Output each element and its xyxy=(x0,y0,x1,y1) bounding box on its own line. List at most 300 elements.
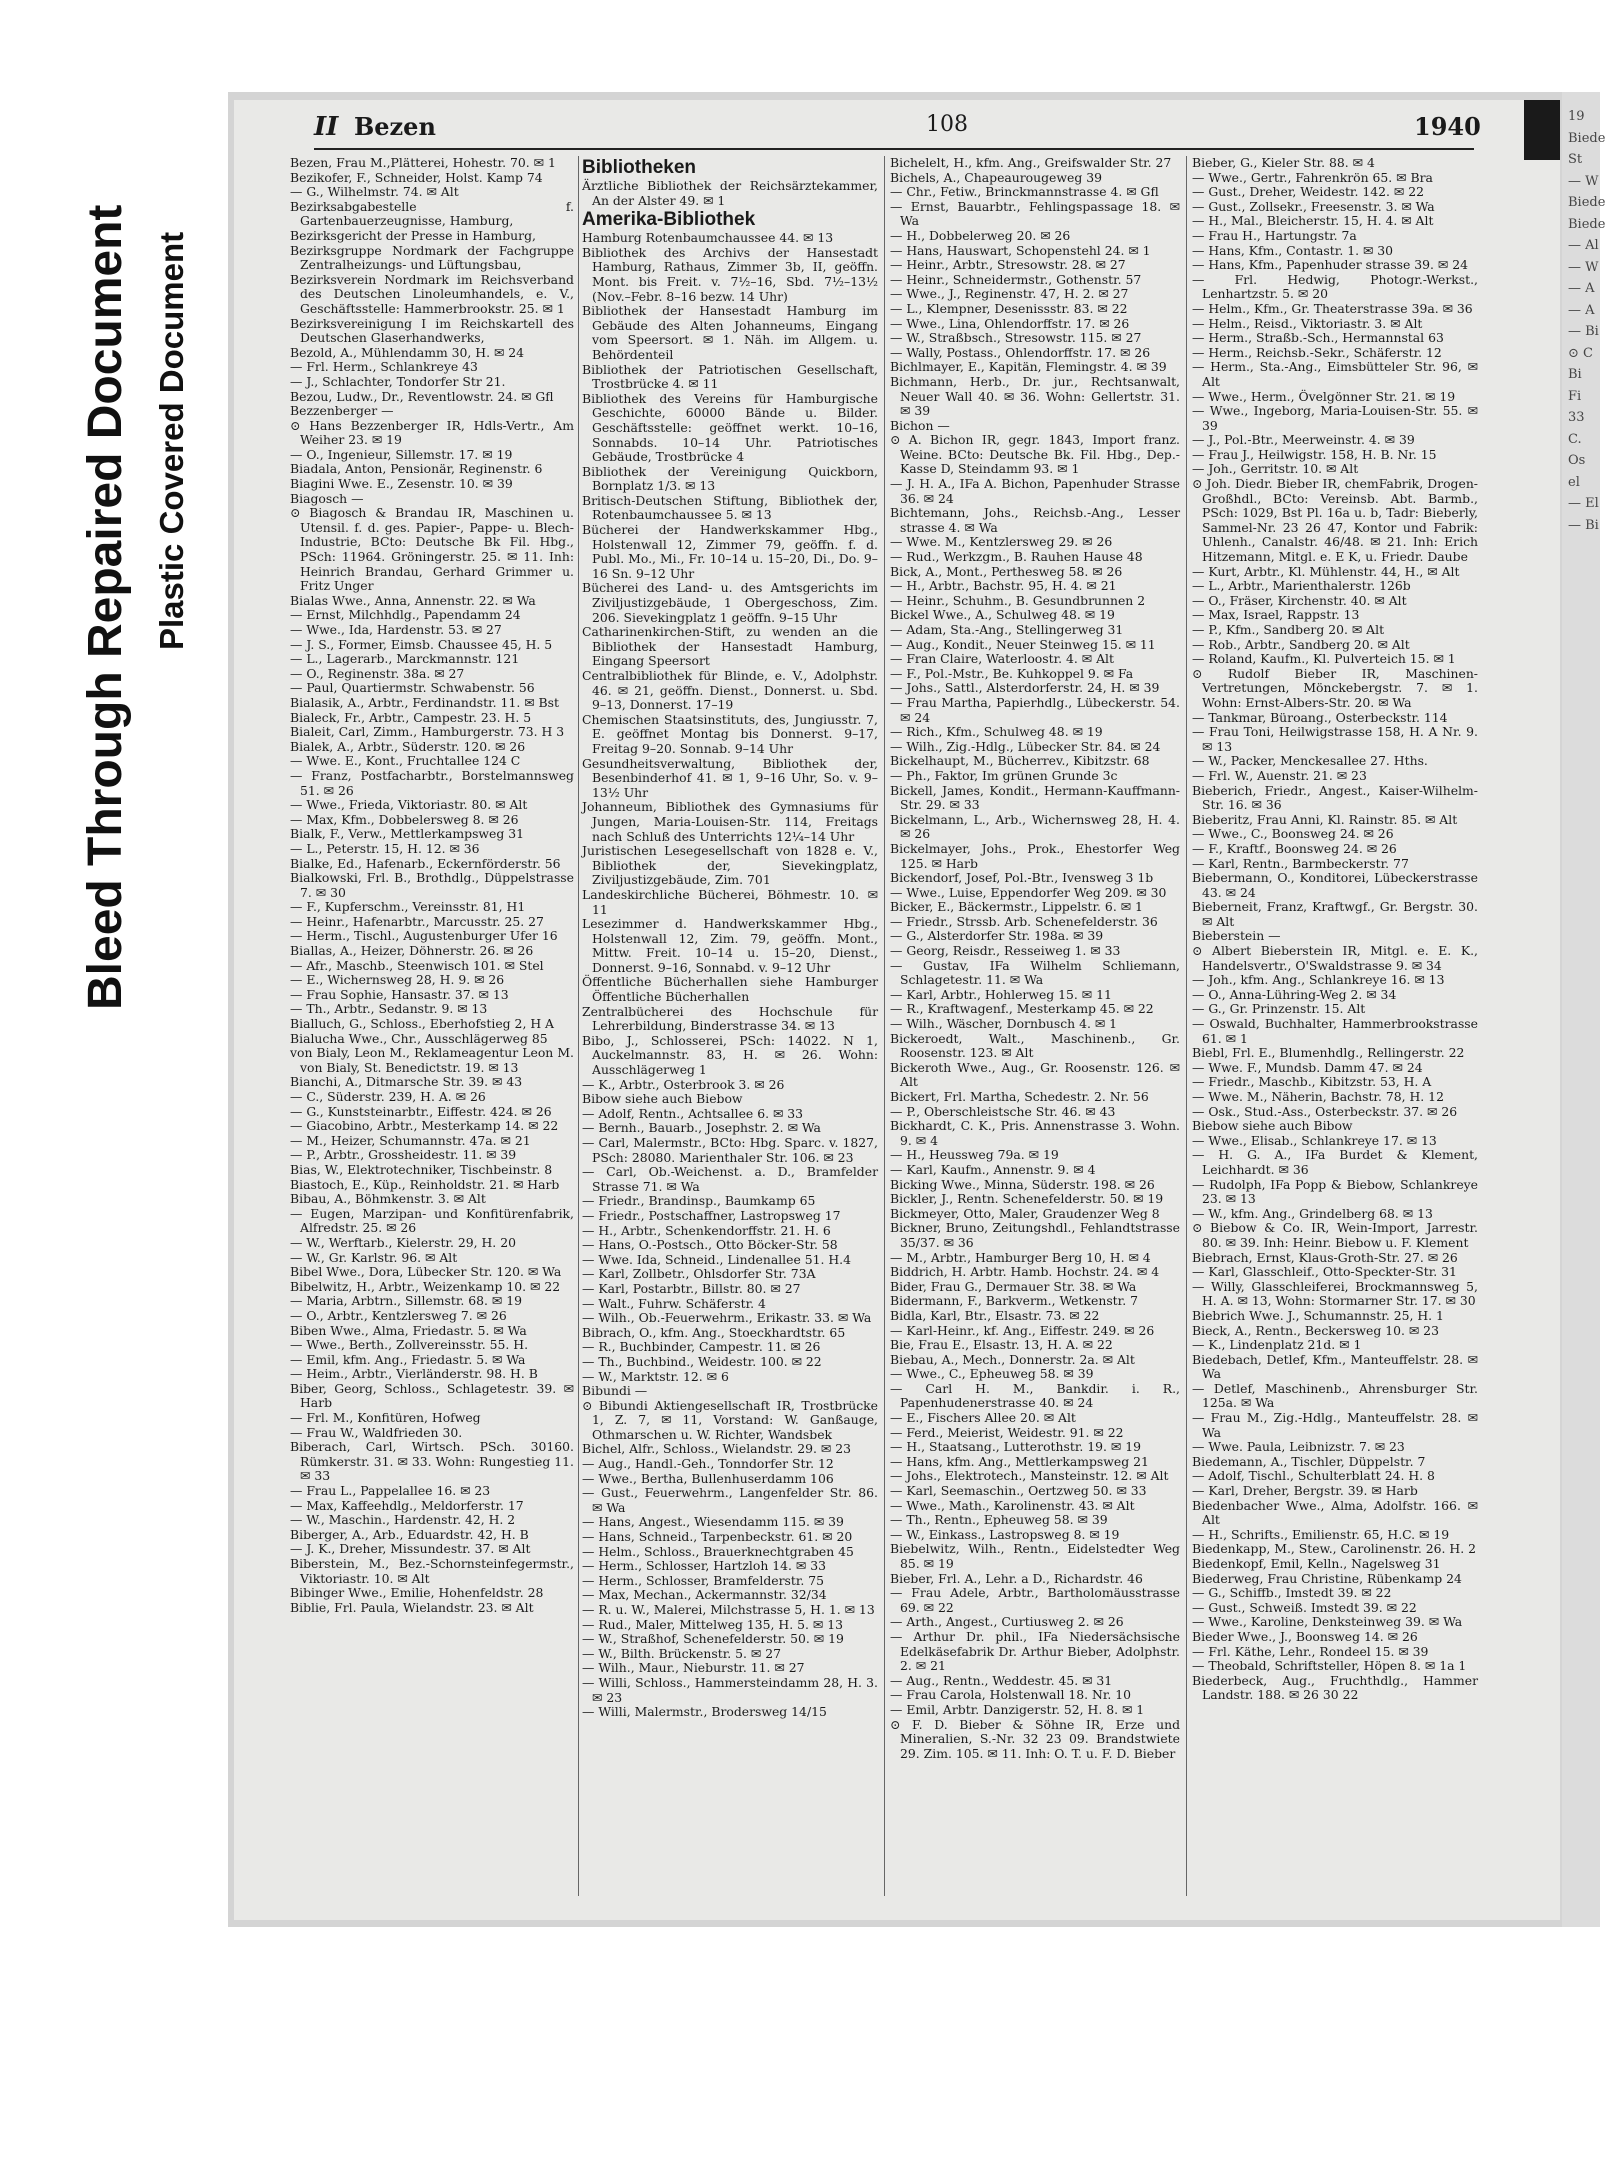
column-3 xyxy=(890,156,1180,1906)
directory-entry: Biedenkopf, Emil, Kelln., Nagelsweg 31 xyxy=(1192,1556,1441,1571)
next-page-fragment-line: Biede xyxy=(1568,216,1605,232)
directory-entry: — Ernst, Bauarbtr., Fehlingspassage 18. ✉ Wa xyxy=(890,198,1180,229)
directory-entry: Bibelwitz, H., Arbtr., Weizenkamp 10. ✉ 22 xyxy=(290,1278,561,1294)
directory-entry: — Emil, kfm. Ang., Friedastr. 5. ✉ Wa xyxy=(290,1351,526,1367)
directory-entry: — Rud., Maler, Mittelweg 135, H. 5. ✉ 13 xyxy=(582,1616,843,1632)
directory-entry: Öffentliche Bücherhallen siehe Hamburger Öffentliche Bücherhallen xyxy=(582,974,878,1005)
directory-entry: Bialluch, G., Schloss., Eberhofstieg 2, H A xyxy=(290,1016,555,1032)
directory-entry: Britisch-Deutschen Stiftung, Bibliothek der, Rotenbaumchaussee 5. ✉ 13 xyxy=(582,492,878,523)
directory-entry: — Wwe., J., Reginenstr. 47, H. 2. ✉ 27 xyxy=(890,286,1129,302)
directory-entry: Bibo, J., Schlosserei, PSch: 14022. N 1, Auckelmannstr. 83, H. ✉ 26. Wohn: Ausschlägerweg 1 xyxy=(582,1032,878,1078)
directory-entry: — Karl, Dreher, Bergstr. 39. ✉ Harb xyxy=(1192,1483,1418,1499)
directory-entry: — H., Dobbelerweg 20. ✉ 26 xyxy=(890,227,1071,243)
directory-entry: — Herm., Schlosser, Bramfelderstr. 75 xyxy=(582,1572,825,1588)
directory-entry: Bianchi, A., Ditmarsche Str. 39. ✉ 43 xyxy=(290,1074,523,1090)
directory-entry: Bibliothek des Archivs der Hansestadt Hamburg, Rathaus, Zimmer 3b, II, geöffn. Mont. bis Freit. v. 7½–16, Sbd. 7½–13½ (Nov.–Febr. 8–16 bezw. 14 Uhr) xyxy=(582,244,878,304)
directory-entry: Landeskirchliche Bücherei, Böhmestr. 10. ✉ 11 xyxy=(582,886,878,917)
column-4 xyxy=(1192,156,1478,1906)
directory-entry: — Karl, Rentn., Barmbeckerstr. 77 xyxy=(1192,855,1409,871)
directory-entry: Bezou, Ludw., Dr., Reventlowstr. 24. ✉ Gfl xyxy=(290,388,554,404)
directory-entry: — J. K., Dreher, Missundestr. 37. ✉ Alt xyxy=(290,1541,531,1557)
directory-entry: — Joh., kfm. Ang., Schlankreye 16. ✉ 13 xyxy=(1192,972,1445,988)
directory-entry: — Frau Sophie, Hansastr. 37. ✉ 13 xyxy=(290,986,509,1002)
directory-entry: — Rich., Kfm., Schulweg 48. ✉ 19 xyxy=(890,724,1103,740)
directory-entry: ⊙ F. D. Bieber & Söhne IR, Erze und Mineralien, S.-Nr. 32 23 09. Brandstwiete 29. Zim. 105. ✉ 11. Inh: O. T. u. F. D. Bieber xyxy=(890,1716,1180,1761)
directory-entry: Bezen, Frau M.,Plätterei, Hohestr. 70. ✉ 1 xyxy=(290,155,556,170)
directory-entry: — Gust., Dreher, Weidestr. 142. ✉ 22 xyxy=(1192,184,1424,200)
directory-entry: Gesundheitsverwaltung, Bibliothek der, Besenbinderhof 41. ✉ 1, 9–16 Uhr, So. v. 9–13½ Uhr xyxy=(582,755,878,800)
directory-entry: — Wwe., Herm., Övelgönner Str. 21. ✉ 19 xyxy=(1192,388,1456,404)
directory-entry: — K., Arbtr., Osterbrook 3. ✉ 26 xyxy=(582,1076,785,1092)
directory-entry: Bichmann, Herb., Dr. jur., Rechtsanwalt, Neuer Wall 40. ✉ 36. Wohn: Gellertstr. 31. ✉ 39 xyxy=(890,373,1180,419)
directory-entry: — F., Pol.-Mstr., Be. Kuhkoppel 9. ✉ Fa xyxy=(890,665,1134,681)
directory-entry: — Frl. Herm., Schlankreye 43 xyxy=(290,359,478,375)
directory-entry: — Aug., Handl.-Geh., Tonndorfer Str. 12 xyxy=(582,1456,834,1472)
directory-entry: — Frau Toni, Heilwigstrasse 158, H. A Nr. 9. ✉ 13 xyxy=(1192,724,1478,754)
directory-entry: — Frl. M., Konfitüren, Hofweg xyxy=(290,1410,481,1426)
directory-entry: — Heinr., Arbtr., Stresowstr. 28. ✉ 27 xyxy=(890,257,1126,273)
directory-entry: Bickelhaupt, M., Bücherrev., Kibitzstr. 68 xyxy=(890,753,1150,769)
directory-entry: — G., Schiffb., Imstedt 39. ✉ 22 xyxy=(1192,1585,1392,1601)
page-header xyxy=(314,110,1481,150)
directory-entry: ⊙ Biebow & Co. IR, Wein-Import, Jarrestr. 80. ✉ 39. Inh: Heinr. Biebow u. F. Klement xyxy=(1192,1220,1478,1250)
directory-entry: — O., Anna-Lühring-Weg 2. ✉ 34 xyxy=(1192,986,1397,1002)
directory-entry: — Karl, Seemaschin., Oertzweg 50. ✉ 33 xyxy=(890,1483,1147,1499)
directory-entry: Biberstein, M., Bez.-Schornsteinfegermstr., Viktoriastr. 10. ✉ Alt xyxy=(290,1556,574,1586)
directory-entry: — M., Heizer, Schumannstr. 47a. ✉ 21 xyxy=(290,1132,531,1148)
directory-entry: — Herm., Sta.-Ang., Eimsbütteler Str. 96, ✉ Alt xyxy=(1192,359,1478,389)
directory-entry: — Carl, Malermstr., BCto: Hbg. Sparc. v. 1827, PSch: 28080. Marienthaler Str. 106. ✉ 23 xyxy=(582,1135,878,1165)
directory-entry: — Willi, Malermstr., Brodersweg 14/15 xyxy=(582,1704,827,1720)
directory-entry: Bibliothek der Vereinigung Quickborn, Bornplatz 1/3. ✉ 13 xyxy=(582,463,878,494)
directory-entry: — O., Reginenstr. 38a. ✉ 27 xyxy=(290,665,465,681)
directory-entry: — Fran Claire, Waterloostr. 4. ✉ Alt xyxy=(890,651,1114,667)
directory-entry: Bichtemann, Johs., Reichsb.-Ang., Lesser strasse 4. ✉ Wa xyxy=(890,505,1180,535)
directory-entry: — W., Marktstr. 12. ✉ 6 xyxy=(582,1368,729,1384)
directory-entry: Bichel, Alfr., Schloss., Wielandstr. 29. ✉ 23 xyxy=(582,1441,851,1457)
directory-entry: Biebl, Frl. E., Blumenhdlg., Rellingerstr. 22 xyxy=(1192,1045,1465,1061)
directory-entry: — Rud., Werkzgm., B. Rauhen Hause 48 xyxy=(890,549,1143,565)
directory-entry: Bialk, F., Verw., Mettlerkampsweg 31 xyxy=(290,826,525,842)
directory-entry: — Joh., Gerritstr. 10. ✉ Alt xyxy=(1192,461,1359,477)
directory-entry: — Franz, Postfacharbtr., Borstelmannsweg 51. ✉ 26 xyxy=(290,767,574,798)
directory-entry: — H., Arbtr., Bachstr. 95, H. 4. ✉ 21 xyxy=(890,578,1117,594)
directory-entry: — F., Kupferschm., Vereinsstr. 81, H1 xyxy=(290,899,526,915)
directory-entry: Biebau, A., Mech., Donnerstr. 2a. ✉ Alt xyxy=(890,1351,1135,1367)
directory-entry: ⊙ A. Bichon IR, gegr. 1843, Import franz. Weine. BCto: Deutsche Bk. Fil. Hbg., Dep.-Kasse D, Steindamm 93. ✉ 1 xyxy=(890,432,1180,477)
directory-entry: Bibliotheken xyxy=(582,157,697,178)
directory-entry: Bickelmann, L., Arb., Wichernsweg 28, H. 4. ✉ 26 xyxy=(890,811,1180,842)
directory-entry: — Wwe., Lina, Ohlendorffstr. 17. ✉ 26 xyxy=(890,315,1130,331)
directory-entry: Biebow siehe auch Bibow xyxy=(1192,1118,1353,1134)
directory-entry: — Karl, Postarbtr., Billstr. 80. ✉ 27 xyxy=(582,1280,801,1296)
directory-entry: — Ferd., Meierist, Weidestr. 91. ✉ 22 xyxy=(890,1424,1124,1440)
directory-entry: — H., Arbtr., Schenkendorffstr. 21. H. 6 xyxy=(582,1222,831,1238)
directory-entry: Bibliothek des Vereins für Hamburgische Geschichte, 60000 Bände u. Bilder. Geschäftsstelle: geöffnet werkt. 10–16, Sonnabds. 10–14 Uhr. Patriotisches Gebäude, Trostbrücke 4 xyxy=(582,390,878,465)
edition-year: 1940 xyxy=(1414,112,1481,141)
directory-entry: Bias, W., Elektrotechniker, Tischbeinstr. 8 xyxy=(290,1161,553,1177)
directory-entry: Lesezimmer d. Handwerkskammer Hbg., Holstenwall 12, Zim. 79, geöffn. Mont., Mittw. Freit. 10–14 u. 15–20, Dienst., Donnerst. 9–16, Sonnabd. v. 9–12 Uhr xyxy=(582,916,878,975)
directory-entry: — Frau J., Heilwigstr. 158, H. B. Nr. 15 xyxy=(1192,446,1437,462)
directory-entry: — Friedr., Maschb., Kibitzstr. 53, H. A xyxy=(1192,1074,1432,1090)
directory-entry: Bibliothek der Hansestadt Hamburg im Gebäude des Alten Johanneums, Eingang vom Speersort. ✉ 1. Näh. im Allgem. u. Behördenteil xyxy=(582,303,878,362)
directory-entry: — Paul, Quartiermstr. Schwabenstr. 56 xyxy=(290,680,535,696)
directory-entry: Bidermann, F., Barkverm., Wetkenstr. 7 xyxy=(890,1293,1138,1309)
directory-entry: — Helm., Kfm., Gr. Theaterstrasse 39a. ✉ 36 xyxy=(1192,300,1473,316)
directory-entry: — Frau W., Waldfrieden 30. xyxy=(290,1424,463,1440)
directory-entry: — O., Arbtr., Kentzlersweg 7. ✉ 26 xyxy=(290,1307,507,1323)
directory-entry: Amerika-Bibliothek xyxy=(582,209,756,231)
directory-entry: Bibow siehe auch Biebow xyxy=(582,1091,743,1107)
directory-entry: Bibau, A., Böhmkenstr. 3. ✉ Alt xyxy=(290,1191,486,1207)
stamp-line-2: Plastic Covered Document xyxy=(153,231,190,650)
directory-entry: — Wally, Postass., Ohlendorffstr. 17. ✉ 26 xyxy=(890,344,1151,360)
directory-entry: — Wwe., Elisab., Schlankreye 17. ✉ 13 xyxy=(1192,1132,1437,1148)
directory-entry: Biebermann, O., Konditorei, Lübeckerstrasse 43. ✉ 24 xyxy=(1192,870,1478,900)
directory-entry: Bieck, A., Rentn., Beckersweg 10. ✉ 23 xyxy=(1192,1322,1439,1338)
directory-entry: Bickert, Frl. Martha, Schedestr. 2. Nr. 56 xyxy=(890,1089,1149,1104)
directory-entry: Bieber, Frl. A., Lehr. a D., Richardstr. 46 xyxy=(890,1570,1143,1586)
directory-entry: Bialucha Wwe., Chr., Ausschlägerweg 85 xyxy=(290,1030,548,1046)
section-number: II xyxy=(314,112,339,142)
directory-entry: — G., Alsterdorfer Str. 198a. ✉ 39 xyxy=(890,928,1104,944)
directory-entry: — Frau Carola, Holstenwall 18. Nr. 10 xyxy=(890,1687,1132,1703)
directory-entry: — Frl. W., Auenstr. 21. ✉ 23 xyxy=(1192,767,1367,783)
directory-entry: — Aug., Kondit., Neuer Steinweg 15. ✉ 11 xyxy=(890,636,1156,652)
directory-entry: — Kurt, Arbtr., Kl. Mühlenstr. 44, H., ✉ Alt xyxy=(1192,563,1460,579)
directory-entry: — W., Maschin., Hardenstr. 42, H. 2 xyxy=(290,1512,516,1528)
directory-entry: — H., Mal., Bleicherstr. 15, H. 4. ✉ Alt xyxy=(1192,213,1434,229)
directory-entry: von Bialy, Leon M., Reklameagentur Leon M. von Bialy, St. Benedictstr. 19. ✉ 13 xyxy=(290,1045,574,1075)
directory-entry: — Th., Arbtr., Sedanstr. 9. ✉ 13 xyxy=(290,1001,488,1017)
directory-entry: — H., Heussweg 79a. ✉ 19 xyxy=(890,1147,1059,1163)
directory-entry: Bickeroth Wwe., Aug., Gr. Roosenstr. 126. ✉ Alt xyxy=(890,1059,1180,1090)
directory-entry: — Roland, Kaufm., Kl. Pulverteich 15. ✉ 1 xyxy=(1192,651,1456,667)
directory-entry: — Adam, Sta.-Ang., Stellingerweg 31 xyxy=(890,622,1124,637)
directory-entry: Biagini Wwe. E., Zesenstr. 10. ✉ 39 xyxy=(290,476,513,492)
next-page-fragment-line: — Al xyxy=(1568,238,1599,253)
directory-entry: Ärztliche Bibliothek der Reichsärztekammer, An der Alster 49. ✉ 1 xyxy=(582,178,878,208)
next-page-fragment xyxy=(1568,106,1605,1906)
directory-entry: Biebelwitz, Wilh., Rentn., Eidelstedter Weg 85. ✉ 19 xyxy=(890,1541,1180,1571)
page-corner-shadow xyxy=(1524,100,1560,160)
directory-entry: — Carl, Ob.-Weichenst. a. D., Bramfelder Strasse 71. ✉ Wa xyxy=(582,1164,878,1194)
directory-entry: — J. S., Former, Eimsb. Chaussee 45, H. 5 xyxy=(290,636,553,652)
directory-entry: — Herm., Tischl., Augustenburger Ufer 16 xyxy=(290,928,558,944)
directory-entry: — Max, Mechan., Ackermannstr. 32/34 xyxy=(582,1587,827,1603)
directory-entry: Bezirksverein Nordmark im Reichsverband des Deutschen Linoleumhandels, e. V., Geschäftsstelle: Hammerbrookstr. 25. ✉ 1 xyxy=(290,271,574,316)
directory-entry: — Arthur Dr. phil., IFa Niedersächsische Edelkäsefabrik Dr. Arthur Bieber, Adolphstr. 2. ✉ 21 xyxy=(890,1628,1180,1674)
directory-entry: — Hans, kfm. Ang., Mettlerkampsweg 21 xyxy=(890,1453,1149,1469)
directory-entry: — Herm., Reichsb.-Sekr., Schäferstr. 12 xyxy=(1192,344,1442,360)
page-number: 108 xyxy=(926,112,968,137)
directory-entry: — Maria, Arbtrn., Sillemstr. 68. ✉ 19 xyxy=(290,1293,523,1309)
directory-entry: — Karl-Heinr., kf. Ang., Eiffestr. 249. ✉ 26 xyxy=(890,1322,1155,1338)
directory-entry: — W., Gr. Karlstr. 96. ✉ Alt xyxy=(290,1249,458,1265)
directory-page xyxy=(234,100,1560,1920)
directory-entry: — Th., Rentn., Epheuweg 58. ✉ 39 xyxy=(890,1512,1108,1528)
directory-entry: — Willy, Glasschleiferei, Brockmannsweg 5, H. A. ✉ 13, Wohn: Stormarner Str. 17. ✉ 30 xyxy=(1192,1278,1478,1309)
directory-entry: — Wwe., C., Epheuweg 58. ✉ 39 xyxy=(890,1366,1094,1382)
directory-entry: Bieberstein — xyxy=(1192,928,1281,944)
directory-entry: — Karl, Kaufm., Annenstr. 9. ✉ 4 xyxy=(890,1161,1096,1177)
directory-entry: — Aug., Rentn., Weddestr. 45. ✉ 31 xyxy=(890,1672,1113,1688)
directory-entry: — Frau Martha, Papierhdlg., Lübeckerstr. 54. ✉ 24 xyxy=(890,694,1180,725)
directory-entry: — Theobald, Schriftsteller, Höpen 8. ✉ 1a 1 xyxy=(1192,1658,1467,1674)
next-page-fragment-line: C. xyxy=(1568,431,1582,447)
directory-entry: Bidla, Karl, Btr., Elsastr. 73. ✉ 22 xyxy=(890,1307,1100,1323)
directory-entry: — Ernst, Milchhdlg., Papendamm 24 xyxy=(290,607,521,623)
directory-entry: Bezold, A., Mühlendamm 30, H. ✉ 24 xyxy=(290,344,525,360)
directory-entry: — L., Peterstr. 15, H. 12. ✉ 36 xyxy=(290,840,480,856)
directory-entry: — Willi, Schloss., Hammersteindamm 28, H. 3. ✉ 23 xyxy=(582,1674,878,1705)
directory-entry: Bialke, Ed., Hafenarb., Eckernförderstr. 56 xyxy=(290,855,561,871)
directory-entry: — Heinr., Schneidermstr., Gothenstr. 57 xyxy=(890,271,1142,287)
directory-entry: Bibliothek der Patriotischen Gesellschaft, Trostbrücke 4. ✉ 11 xyxy=(582,361,878,392)
directory-entry: — M., Arbtr., Hamburger Berg 10, H. ✉ 4 xyxy=(890,1249,1151,1265)
next-page-fragment-line: — W xyxy=(1568,259,1599,275)
directory-entry: — Adolf, Rentn., Achtsallee 6. ✉ 33 xyxy=(582,1105,804,1121)
directory-entry: — Oswald, Buchhalter, Hammerbrookstrasse 61. ✉ 1 xyxy=(1192,1016,1478,1046)
directory-entry: — Georg, Reisdr., Resseiweg 1. ✉ 33 xyxy=(890,943,1121,959)
directory-entry: — Herm., Schlosser, Hartzloh 14. ✉ 33 xyxy=(582,1558,826,1574)
directory-entry: Bibel Wwe., Dora, Lübecker Str. 120. ✉ Wa xyxy=(290,1264,562,1280)
directory-entry: — Carl H. M., Bankdir. i. R., Papenhudenerstrasse 40. ✉ 24 xyxy=(890,1380,1180,1411)
directory-entry: Biedebach, Detlef, Kfm., Manteuffelstr. 28. ✉ Wa xyxy=(1192,1351,1478,1382)
directory-entry: ⊙ Albert Bieberstein IR, Mitgl. e. E. K., Handelsvertr., O'Swaldstrasse 9. ✉ 34 xyxy=(1192,943,1478,973)
directory-entry: Bickelmayer, Johs., Prok., Ehestorfer Weg 125. ✉ Harb xyxy=(890,840,1180,871)
directory-entry: — Bernh., Bauarb., Josephstr. 2. ✉ Wa xyxy=(582,1120,821,1136)
next-page-fragment-line: Fi xyxy=(1568,388,1582,404)
next-page-fragment-line: — W xyxy=(1568,173,1599,189)
directory-entry: — Wwe., C., Boonsweg 24. ✉ 26 xyxy=(1192,826,1394,842)
directory-entry: — Karl, Glasschleif., Otto-Speckter-Str. 31 xyxy=(1192,1264,1457,1280)
directory-entry: — Johs., Sattl., Alsterdorferstr. 24, H. ✉ 39 xyxy=(890,680,1160,696)
directory-entry: Bibinger Wwe., Emilie, Hohenfeldstr. 28 xyxy=(290,1585,544,1601)
directory-entry: — Friedr., Postschaffner, Lastropsweg 17 xyxy=(582,1207,841,1223)
next-page-fragment-line: 19 xyxy=(1568,109,1585,124)
directory-entry: — Wwe., Berth., Zollvereinsstr. 55. H. xyxy=(290,1337,529,1353)
column-divider xyxy=(1186,156,1187,1896)
directory-entry: — L., Arbtr., Marienthalerstr. 126b xyxy=(1192,578,1411,594)
stamp-line-1: Bleed Through Repaired Document xyxy=(79,204,132,1010)
directory-entry: — Wwe. F., Mundsb. Damm 47. ✉ 24 xyxy=(1192,1059,1423,1075)
directory-entry: Biebrach, Ernst, Klaus-Groth-Str. 27. ✉ 26 xyxy=(1192,1249,1458,1265)
directory-entry: Centralbibliothek für Blinde, e. V., Adolphstr. 46. ✉ 21, geöffn. Dienst., Donnerst. u. Sbd. 9–13, Donnerst. 17–19 xyxy=(582,668,878,713)
directory-entry: Bichlmayer, E., Kapitän, Flemingstr. 4. ✉ 39 xyxy=(890,359,1167,375)
directory-entry: — Heinr., Schuhm., B. Gesundbrunnen 2 xyxy=(890,592,1146,608)
next-page-fragment-line: Os xyxy=(1568,453,1586,468)
directory-entry: Chemischen Staatsinstituts, des, Jungiusstr. 7, E. geöffnet Montag bis Donnerst. 9–17, Freitag 9–20. Sonnab. 9–14 Uhr xyxy=(582,711,878,756)
directory-entry: — Frl. Hedwig, Photogr.-Werkst., Lenhartzstr. 5. ✉ 20 xyxy=(1192,271,1478,302)
directory-entry: Bezirksgruppe Nordmark der Fachgruppe Zentralheizungs- und Lüftungsbau, xyxy=(290,242,574,273)
directory-entry: Bicking Wwe., Minna, Süderstr. 198. ✉ 26 xyxy=(890,1176,1155,1192)
directory-entry: — G., Gr. Prinzenstr. 15. Alt xyxy=(1192,1001,1366,1017)
column-divider xyxy=(884,156,885,1896)
directory-entry: — Hans, O.-Postsch., Otto Böcker-Str. 58 xyxy=(582,1237,838,1253)
directory-entry: — Wilh., Wäscher, Dornbusch 4. ✉ 1 xyxy=(890,1016,1118,1032)
directory-entry: — Frl. Käthe, Lehr., Rondeel 15. ✉ 39 xyxy=(1192,1643,1429,1659)
directory-entry: Bicker, E., Bäckermstr., Lippelstr. 6. ✉ 1 xyxy=(890,899,1143,915)
directory-entry: Biederbeck, Aug., Fruchthdlg., Hammer Landstr. 188. ✉ 26 30 22 xyxy=(1192,1672,1478,1703)
directory-entry: Johanneum, Bibliothek des Gymnasiums für Jungen, Maria-Louisen-Str. 114, Freitags nach Schluß des Unterrichts 12¼–14 Uhr xyxy=(582,799,878,844)
directory-entry: Bick, A., Mont., Perthesweg 58. ✉ 26 xyxy=(890,563,1123,579)
directory-entry: — L., Lagerarb., Marckmannstr. 121 xyxy=(290,651,520,667)
header-rule xyxy=(314,148,1474,150)
directory-entry: — R. u. W., Malerei, Milchstrasse 5, H. 1. ✉ 13 xyxy=(582,1602,875,1617)
directory-entry: — P., Kfm., Sandberg 20. ✉ Alt xyxy=(1192,622,1385,637)
directory-entry: — Rudolph, IFa Popp & Biebow, Schlankreye 23. ✉ 13 xyxy=(1192,1176,1478,1207)
column-divider xyxy=(578,156,579,1896)
directory-entry: — Gust., Feuerwehrm., Langenfelder Str. 86. ✉ Wa xyxy=(582,1485,878,1515)
next-page-fragment-line: Biede xyxy=(1568,195,1605,210)
header-keyword: Bezen xyxy=(354,112,436,141)
directory-entry: — Giacobino, Arbtr., Mesterkamp 14. ✉ 22 xyxy=(290,1118,559,1134)
directory-entry: — Johs., Elektrotech., Mansteinstr. 12. ✉ Alt xyxy=(890,1468,1169,1484)
directory-entry: — J. H. A., IFa A. Bichon, Papenhuder Strasse 36. ✉ 24 xyxy=(890,476,1180,506)
directory-entry: — Wwe., Bertha, Bullenhuserdamm 106 xyxy=(582,1470,834,1486)
directory-entry: Catharinenkirchen-Stift, zu wenden an die Bibliothek der Hansestadt Hamburg, Eingang Speersort xyxy=(582,624,878,669)
directory-entry: Bickhardt, C. K., Pris. Annenstrasse 3. Wohn. 9. ✉ 4 xyxy=(890,1118,1180,1148)
directory-entry: — Gust., Zollsekr., Freesenstr. 3. ✉ Wa xyxy=(1192,198,1435,214)
directory-entry: ⊙ Biagosch & Brandau IR, Maschinen u. Utensil. f. d. ges. Papier-, Pappe- u. Blech-Industrie, BCto: Deutsche Bk Fil. Hbg., PSch: 11964. Gröningerstr. 25. ✉ 11. Inh: Heinrich Brandau, Gerhard Grimmer u. Fritz Unger xyxy=(290,505,574,594)
directory-entry: — Wwe., Luise, Eppendorfer Weg 209. ✉ 30 xyxy=(890,884,1167,900)
directory-entry: — W., Einkass., Lastropsweg 8. ✉ 19 xyxy=(890,1526,1120,1542)
next-page-fragment-line: — Bi xyxy=(1568,517,1599,533)
directory-entry: — Wwe., Ingeborg, Maria-Louisen-Str. 55. ✉ 39 xyxy=(1192,403,1478,433)
directory-entry: Bücherei des Land- u. des Amtsgerichts im Ziviljustizgebäude, 1 Obergeschoss, Zim. 206. Sievekingplatz 1 geöffn. 9–15 Uhr xyxy=(582,580,878,625)
directory-entry: — O., Ingenieur, Sillemstr. 17. ✉ 19 xyxy=(290,446,513,462)
directory-entry: — J., Schlachter, Tondorfer Str 21. xyxy=(290,373,506,389)
directory-entry: Bichels, A., Chapeaurougeweg 39 xyxy=(890,169,1102,185)
directory-entry: — H. G. A., IFa Burdet & Klement, Leichhardt. ✉ 36 xyxy=(1192,1147,1478,1177)
directory-entry: — Gustav, IFa Wilhelm Schliemann, Schlagetestr. 11. ✉ Wa xyxy=(890,957,1180,988)
directory-entry: — Ph., Faktor, Im grünen Grunde 3c xyxy=(890,767,1118,783)
directory-entry: Bieberneit, Franz, Kraftwgf., Gr. Bergstr. 30. ✉ Alt xyxy=(1192,899,1478,929)
directory-entry: Biallas, A., Heizer, Döhnerstr. 26. ✉ 26 xyxy=(290,943,534,959)
directory-entry: — Wwe., Karoline, Denksteinweg 39. ✉ Wa xyxy=(1192,1614,1463,1630)
directory-entry: — Wilh., Zig.-Hdlg., Lübecker Str. 84. ✉ 24 xyxy=(890,738,1161,754)
directory-entry: — Heinr., Hafenarbtr., Marcusstr. 25. 27 xyxy=(290,913,544,929)
directory-entry: Biddrich, H. Arbtr. Hamb. Hochstr. 24. ✉ 4 xyxy=(890,1264,1160,1280)
directory-entry: Biberger, A., Arb., Eduardstr. 42, H. B xyxy=(290,1526,529,1542)
directory-entry: Bezikofer, F., Schneider, Holst. Kamp 74 xyxy=(290,169,543,185)
directory-entry: — Max, Kfm., Dobbelersweg 8. ✉ 26 xyxy=(290,811,519,827)
directory-entry: — Emil, Arbtr. Danzigerstr. 52, H. 8. ✉ 1 xyxy=(890,1701,1145,1717)
directory-entry: — Wwe. M., Näherin, Bachstr. 78, H. 12 xyxy=(1192,1089,1444,1104)
directory-entry: Bibundi — xyxy=(582,1383,648,1399)
directory-entry: — G., Kunststeinarbtr., Eiffestr. 424. ✉ 26 xyxy=(290,1103,552,1119)
next-page-fragment-line: 33 xyxy=(1568,410,1585,425)
directory-entry: — Osk., Stud.-Ass., Osterbeckstr. 37. ✉ 26 xyxy=(1192,1103,1458,1119)
directory-entry: Bezirksvereinigung I im Reichskartell des Deutschen Glaserhandwerks, xyxy=(290,315,574,346)
directory-entry: ⊙ Bibundi Aktiengesellschaft IR, Trostbrücke 1, Z. 7, ✉ 11, Vorstand: W. Ganßauge, Othmarschen u. W. Richter, Wandsbek xyxy=(582,1397,878,1442)
directory-entry: Bezirksabgabestelle f. Gartenbauerzeugnisse, Hamburg, xyxy=(290,198,574,229)
directory-entry: — W., Bilth. Brückenstr. 5. ✉ 27 xyxy=(582,1645,781,1661)
directory-entry: — Wwe., Ida, Hardenstr. 53. ✉ 27 xyxy=(290,622,502,637)
next-page-fragment-line: — Bi xyxy=(1568,324,1599,339)
next-page-fragment-line: ⊙ C xyxy=(1568,345,1593,361)
directory-entry: Bieber, G., Kieler Str. 88. ✉ 4 xyxy=(1192,155,1375,170)
directory-entry: Bickel Wwe., A., Schulweg 48. ✉ 19 xyxy=(890,607,1115,623)
directory-entry: Biber, Georg, Schloss., Schlagetestr. 39. ✉ Harb xyxy=(290,1380,574,1411)
directory-entry: Bibrach, O., kfm. Ang., Stoeckhardtstr. 65 xyxy=(582,1324,846,1340)
directory-entry: — W., kfm. Ang., Grindelberg 68. ✉ 13 xyxy=(1192,1205,1433,1221)
directory-entry: Biblie, Frl. Paula, Wielandstr. 23. ✉ Alt xyxy=(290,1599,534,1615)
directory-entry: — Wwe. Paula, Leibnizstr. 7. ✉ 23 xyxy=(1192,1439,1405,1455)
directory-entry: — C., Süderstr. 239, H. A. ✉ 26 xyxy=(290,1089,486,1104)
directory-entry: — Frau M., Zig.-Hdlg., Manteuffelstr. 28. ✉ Wa xyxy=(1192,1410,1478,1440)
directory-entry: — Max, Kaffeehdlg., Meldorferstr. 17 xyxy=(290,1497,524,1513)
directory-entry: Bieder Wwe., J., Boonsweg 14. ✉ 26 xyxy=(1192,1628,1418,1644)
directory-entry: Biedemann, A., Tischler, Düppelstr. 7 xyxy=(1192,1453,1426,1469)
directory-entry: — P., Oberschleistsche Str. 46. ✉ 43 xyxy=(890,1103,1116,1119)
directory-entry: — Heim., Arbtr., Vierländerstr. 98. H. B xyxy=(290,1366,538,1382)
directory-entry: Bialasik, A., Arbtr., Ferdinandstr. 11. ✉ Bst xyxy=(290,694,559,710)
directory-entry: Bickell, James, Kondit., Hermann-Kauffmann-Str. 29. ✉ 33 xyxy=(890,782,1180,813)
directory-entry: — P., Arbtr., Grossheidestr. 11. ✉ 39 xyxy=(290,1147,517,1163)
directory-entry: Bickner, Bruno, Zeitungshdl., Fehlandtstrasse 35/37. ✉ 36 xyxy=(890,1220,1180,1250)
directory-entry: Bezzenberger — xyxy=(290,403,394,419)
directory-entry: — Hans, Kfm., Papenhuder strasse 39. ✉ 24 xyxy=(1192,257,1469,273)
directory-entry: — Arth., Angest., Curtiusweg 2. ✉ 26 xyxy=(890,1614,1124,1630)
scan-stamp xyxy=(78,130,208,1010)
next-page-fragment-line: — El xyxy=(1568,496,1599,511)
directory-entry: — Friedr., Brandinsp., Baumkamp 65 xyxy=(582,1193,816,1209)
directory-entry: — Wwe. M., Kentzlersweg 29. ✉ 26 xyxy=(890,534,1113,550)
directory-entry: — O., Fräser, Kirchenstr. 40. ✉ Alt xyxy=(1192,592,1407,608)
directory-entry: — Karl, Zollbetr., Ohlsdorfer Str. 73A xyxy=(582,1266,816,1282)
directory-entry: — Helm., Reisd., Viktoriastr. 3. ✉ Alt xyxy=(1192,315,1423,331)
directory-entry: — Chr., Fetiw., Brinckmannstrasse 4. ✉ Gfl xyxy=(890,184,1159,200)
directory-entry: — Walt., Fuhrw. Schäferstr. 4 xyxy=(582,1295,766,1311)
directory-entry: — Wilh., Ob.-Feuerwehrm., Erikastr. 33. ✉ Wa xyxy=(582,1310,872,1326)
directory-entry: ⊙ Rudolf Bieber IR, Maschinen-Vertretungen, Mönckebergstr. 7. ✉ 1. Wohn: Ernst-Albers-Str. 20. ✉ Wa xyxy=(1192,665,1478,710)
directory-entry: — Frau L., Pappelallee 16. ✉ 23 xyxy=(290,1483,491,1499)
directory-entry: — Hans, Angest., Wiesendamm 115. ✉ 39 xyxy=(582,1514,844,1530)
directory-entry: — Hans, Kfm., Contastr. 1. ✉ 30 xyxy=(1192,242,1394,258)
directory-entry: Biederweg, Frau Christine, Rübenkamp 24 xyxy=(1192,1570,1462,1586)
directory-entry: Bickmeyer, Otto, Maler, Graudenzer Weg 8 xyxy=(890,1205,1160,1221)
directory-entry: Biberach, Carl, Wirtsch. PSch. 30160. Rümkerstr. 31. ✉ 33. Wohn: Rungestieg 11. ✉ 33 xyxy=(290,1439,574,1484)
directory-entry: Hamburg Rotenbaumchaussee 44. ✉ 13 xyxy=(582,230,834,246)
directory-entry: — Eugen, Marzipan- und Konfitürenfabrik, Alfredstr. 25. ✉ 26 xyxy=(290,1205,574,1236)
directory-entry: — Wwe., Math., Karolinenstr. 43. ✉ Alt xyxy=(890,1497,1135,1513)
directory-entry: — H., Schrifts., Emilienstr. 65, H.C. ✉ 19 xyxy=(1192,1526,1450,1542)
directory-entry: — Helm., Schloss., Brauerknechtgraben 45 xyxy=(582,1543,854,1559)
directory-entry: — Karl, Arbtr., Hohlerweg 15. ✉ 11 xyxy=(890,986,1112,1002)
directory-entry: — Th., Buchbind., Weidestr. 100. ✉ 22 xyxy=(582,1353,822,1369)
directory-entry: — R., Buchbinder, Campestr. 11. ✉ 26 xyxy=(582,1339,821,1355)
directory-entry: Bialeck, Fr., Arbtr., Campestr. 23. H. 5 xyxy=(290,709,532,725)
scanned-page xyxy=(228,92,1605,1927)
directory-entry: — Adolf, Tischl., Schulterblatt 24. H. 8 xyxy=(1192,1468,1435,1484)
directory-entry: — Detlef, Maschinenb., Ahrensburger Str. 125a. ✉ Wa xyxy=(1192,1380,1478,1411)
directory-entry: — Hans, Schneid., Tarpenbeckstr. 61. ✉ 20 xyxy=(582,1529,853,1545)
directory-entry: Juristischen Lesegesellschaft von 1828 e. V., Bibliothek der, Sievekingplatz, Ziviljustizgebäude, Zim. 701 xyxy=(582,843,878,888)
directory-entry: Bider, Frau G., Dermauer Str. 38. ✉ Wa xyxy=(890,1278,1137,1294)
column-1 xyxy=(290,156,574,1906)
directory-entry: Zentralbücherei des Hochschule für Lehrerbildung, Binderstrasse 34. ✉ 13 xyxy=(582,1003,878,1034)
directory-entry: — Wwe., Gertr., Fahrenkrön 65. ✉ Bra xyxy=(1192,169,1433,185)
directory-entry: Biagosch — xyxy=(290,490,364,506)
directory-entry: — Wilh., Maur., Nieburstr. 11. ✉ 27 xyxy=(582,1660,805,1676)
directory-entry: — Wwe., Frieda, Viktoriastr. 80. ✉ Alt xyxy=(290,797,528,813)
next-page-fragment-line: Bi xyxy=(1568,367,1582,382)
directory-entry: — Rob., Arbtr., Sandberg 20. ✉ Alt xyxy=(1192,636,1410,652)
directory-entry: — Gust., Schweiß. Imstedt 39. ✉ 22 xyxy=(1192,1599,1417,1615)
directory-entry: Biben Wwe., Alma, Friedastr. 5. ✉ Wa xyxy=(290,1322,527,1338)
